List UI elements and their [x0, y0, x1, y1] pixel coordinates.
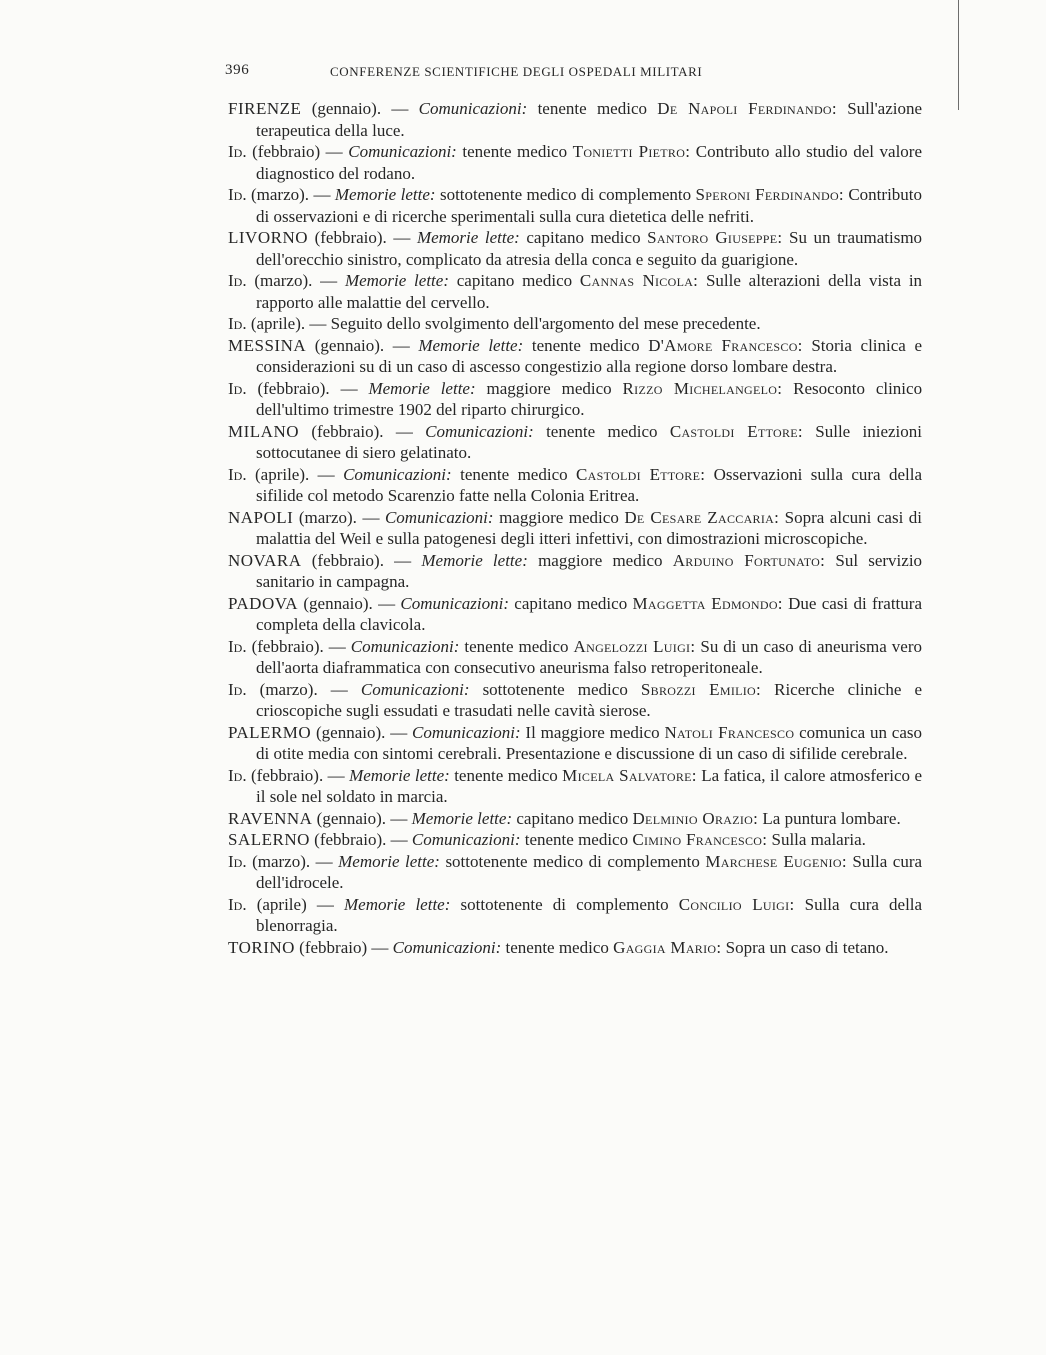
entry-kind: Comunicazioni: — [412, 722, 521, 742]
entry-rank: tenente medico — [464, 636, 569, 656]
entry — [228, 765, 922, 808]
entry-title: Seguito dello svolgimento dell'argomento del mese precedente. — [330, 314, 761, 333]
entry-place: Id. — [228, 851, 247, 871]
entry-rank: sottotenente medico — [482, 679, 628, 699]
entry-title: Ricerche cliniche e crioscopiche sugli essudati e trasudati nelle cavità sierose. — [256, 679, 923, 720]
entry-place: Id. — [228, 271, 247, 290]
entry-place: FIRENZE — [228, 99, 302, 118]
entry-title: Sulle alterazioni della vista in rapporto alle malattie del cervello. — [256, 271, 923, 312]
entry-kind: Memorie lette: — [411, 808, 513, 828]
entry — [228, 141, 922, 184]
entry-kind: Memorie lette: — [368, 378, 476, 398]
entry-title: Sull'azione terapeutica della luce. — [256, 99, 923, 140]
entry-separator: — — [394, 550, 412, 570]
entry-name: Marchese Eugenio: — [705, 851, 847, 871]
entry — [228, 722, 922, 765]
entry-title: Sul servizio sanitario in campagna. — [256, 550, 923, 591]
entry-date: (marzo). — [250, 185, 310, 204]
entry-place: Id. — [228, 185, 247, 204]
entry-kind: Memorie lette: — [349, 765, 450, 785]
running-title: CONFERENZE SCIENTIFICHE DEGLI OSPEDALI MILITARI — [330, 64, 703, 79]
entry — [228, 636, 922, 679]
entry-name: Santoro Giuseppe: — [647, 228, 783, 247]
entry-title: Storia clinica e considerazioni su di un caso di ascesso congestizio alla regione dorso lombare destra. — [256, 335, 922, 376]
entry-title: Su un traumatismo dell'orecchio sinistro, complicato da atresia della conca e seguito da guarigione. — [256, 228, 923, 269]
entry — [228, 507, 922, 550]
entry-kind: Comunicazioni: — [411, 830, 521, 849]
entry-name: Speroni Ferdinando: — [695, 185, 844, 204]
entry — [228, 227, 922, 270]
entry-rank: maggiore medico — [538, 550, 663, 570]
entry-name: Cannas Nicola: — [579, 271, 699, 290]
entry-separator: — — [315, 851, 333, 871]
entry-date: (marzo). — [298, 507, 357, 527]
entry-kind: Memorie lette: — [338, 851, 440, 871]
entry — [228, 593, 922, 636]
entry-place: Id. — [228, 765, 247, 785]
entry — [228, 313, 922, 335]
entry-place: NAPOLI — [228, 507, 294, 527]
entry-date: (febbraio). — [311, 421, 384, 441]
entry-date: (gennaio). — [311, 99, 382, 118]
entry-kind: Memorie lette: — [344, 271, 449, 290]
entry-title: comunica un caso di otite media con sintomi cerebrali. Presentazione e discussione di un caso di sifilide cerebrale. — [256, 722, 923, 763]
entry-title: Sulla cura della blenorragia. — [256, 894, 923, 935]
entry-place: Id. — [228, 464, 247, 484]
running-header — [225, 58, 925, 84]
entry-title: La fatica, il calore atmosferico e il sole nel soldato in marcia. — [256, 765, 922, 806]
entry-name: D'Amore Francesco: — [648, 335, 803, 355]
entry-title: Sopra un caso di tetano. — [725, 937, 889, 957]
entry-rank: capitano medico — [456, 271, 573, 290]
entry — [228, 184, 922, 227]
entry-date: (marzo). — [252, 851, 311, 871]
entry-rank: capitano medico — [516, 808, 629, 828]
entry-place: Id. — [228, 636, 247, 656]
entry-kind: Comunicazioni: — [418, 99, 528, 118]
entry — [228, 421, 922, 464]
entry — [228, 679, 922, 722]
entry-title: Sulle iniezioni sottocutanee di siero gelatinato. — [256, 421, 923, 462]
entry-date: (marzo). — [259, 679, 318, 699]
entry-name: Sbrozzi Emilio: — [640, 679, 762, 699]
entry-place: TORINO — [228, 937, 295, 957]
entry-name: Arduino Fortunato: — [672, 550, 826, 570]
entry-place: NOVARA — [228, 550, 302, 570]
entry-date: (gennaio). — [315, 722, 386, 742]
entry-title: Osservazioni sulla cura della sifilide col metodo Scarenzio fatte nella Colonia Eritrea. — [256, 464, 923, 505]
entry-separator: — — [390, 722, 408, 742]
entry-rank: tenente medico — [505, 937, 609, 957]
entry-date: (febbraio). — [251, 636, 324, 656]
entry-title: Sulla malaria. — [771, 830, 866, 849]
entry-name: Delminio Orazio: — [632, 808, 759, 828]
entry-name: Castoldi Ettore: — [576, 464, 706, 484]
entry-rank: tenente medico — [462, 142, 568, 161]
entry-name: Concilio Luigi: — [678, 894, 795, 914]
entry-place: Id. — [228, 378, 247, 398]
entry — [228, 464, 922, 507]
entry-rank: tenente medico — [460, 464, 568, 484]
entry-kind: Memorie lette: — [343, 894, 451, 914]
entry-separator: — — [392, 335, 410, 355]
entry-name: Rizzo Michelangelo: — [622, 378, 783, 398]
entry-date: (febbraio). — [311, 550, 384, 570]
entry-date: (febbraio). — [251, 765, 324, 785]
entry-separator: — — [393, 228, 411, 247]
entry-rank: sottotenente medico di complemento — [445, 851, 700, 871]
entry-separator: — — [328, 636, 346, 656]
entry-date: (febbraio). — [257, 378, 330, 398]
entry-kind: Memorie lette: — [418, 335, 524, 355]
entry-date: (febbraio) — [299, 937, 368, 957]
entry-rank: Il maggiore medico — [525, 722, 660, 742]
entry — [228, 378, 922, 421]
entry-rank: tenente medico — [546, 421, 658, 441]
entry-separator: — — [371, 937, 389, 957]
entry-name: Micela Salvatore: — [562, 765, 697, 785]
entry-place: MILANO — [228, 421, 299, 441]
entry-kind: Comunicazioni: — [360, 679, 470, 699]
entry-kind: Comunicazioni: — [384, 507, 494, 527]
entry-separator: — — [330, 679, 348, 699]
entry-rank: maggiore medico — [486, 378, 612, 398]
entry-title: La puntura lombare. — [762, 808, 901, 828]
entry-title: Sulla cura dell'idrocele. — [256, 851, 923, 892]
entry — [228, 829, 922, 851]
entry-title: Sopra alcuni casi di malattia del Weil e sulla patogenesi degli itteri infettivi, con dimostrazioni microscopiche. — [256, 507, 923, 548]
entry-rank: sottotenente medico di complemento — [439, 185, 692, 204]
entry-name: Angelozzi Luigi: — [573, 636, 696, 656]
entry-separator: — — [390, 830, 408, 849]
entry-date: (febbraio). — [314, 228, 387, 247]
entry-kind: Memorie lette: — [334, 185, 436, 204]
entry-name: Maggetta Edmondo: — [632, 593, 783, 613]
entry-date: (febbraio). — [314, 830, 387, 849]
entry-place: Id. — [228, 142, 247, 161]
entry-name: De Cesare Zaccaria: — [624, 507, 780, 527]
entry-place: PALERMO — [228, 722, 312, 742]
entry-date: (gennaio). — [314, 335, 385, 355]
entry-name: Cimino Francesco: — [632, 830, 768, 849]
entry-rank: tenente medico — [537, 99, 647, 118]
entry-separator: — — [327, 765, 345, 785]
entry-place: LIVORNO — [228, 228, 308, 247]
entry-name: Gaggia Mario: — [613, 937, 722, 957]
entry-date: (marzo). — [254, 271, 313, 290]
entry-place: MESSINA — [228, 335, 307, 355]
entry — [228, 550, 922, 593]
entry-rank: sottotenente di complemento — [460, 894, 669, 914]
entry-separator: — — [317, 464, 335, 484]
entry-kind: Comunicazioni: — [400, 593, 509, 613]
entry-separator: — — [395, 421, 413, 441]
entry-place: SALERNO — [228, 830, 310, 849]
entry-separator: — — [316, 894, 334, 914]
entry-rank: tenente medico — [524, 830, 629, 849]
entry-kind: Comunicazioni: — [348, 142, 457, 161]
entry-date: (aprile). — [250, 314, 306, 333]
entry — [228, 98, 922, 141]
entry — [228, 270, 922, 313]
entry-separator: — — [362, 507, 380, 527]
entry-separator: — — [325, 142, 343, 161]
entry-name: De Napoli Ferdinando: — [657, 99, 837, 118]
entry-separator: — — [378, 593, 396, 613]
entry-place: Id. — [228, 679, 247, 699]
entry-separator: — — [309, 314, 327, 333]
entry-date: (aprile). — [254, 464, 310, 484]
entry — [228, 808, 922, 830]
entry-title: Resoconto clinico dell'ultimo trimestre 1902 del riparto chirurgico. — [256, 378, 923, 419]
page-number: 396 — [225, 62, 250, 78]
entry — [228, 851, 922, 894]
entry-rank: capitano medico — [514, 593, 628, 613]
entry-rank: tenente medico — [454, 765, 558, 785]
entry-date: (gennaio). — [303, 593, 373, 613]
entry-title: Contributo di osservazioni e di ricerche sperimentali sulla cura dietetica delle nefriti. — [256, 185, 923, 226]
entry-date: (febbraio) — [252, 142, 321, 161]
entry-rank: tenente medico — [531, 335, 640, 355]
entries-list — [228, 98, 922, 958]
entry — [228, 335, 922, 378]
entry-name: Castoldi Ettore: — [669, 421, 803, 441]
entry-kind: Comunicazioni: — [343, 464, 452, 484]
entry-place: RAVENNA — [228, 808, 313, 828]
entry-kind: Memorie lette: — [421, 550, 528, 570]
entry-kind: Comunicazioni: — [350, 636, 460, 656]
entry-rank: capitano medico — [526, 228, 641, 247]
entry-kind: Memorie lette: — [416, 228, 520, 247]
entry-name: Natoli Francesco — [664, 722, 795, 742]
entry-separator: — — [391, 99, 409, 118]
entry-kind: Comunicazioni: — [425, 421, 534, 441]
entry-title: Contributo allo studio del valore diagnostico del rodano. — [256, 142, 923, 183]
entry-separator: — — [313, 185, 331, 204]
entry-separator: — — [340, 378, 358, 398]
entry-date: (gennaio). — [316, 808, 387, 828]
entry-name: Tonietti Pietro: — [572, 142, 691, 161]
entry-date: (aprile) — [256, 894, 307, 914]
entry-separator: — — [320, 271, 338, 290]
entry-kind: Comunicazioni: — [392, 937, 502, 957]
entry-place: Id. — [228, 314, 247, 333]
entry-rank: maggiore medico — [499, 507, 619, 527]
scan-edge-line — [958, 0, 959, 110]
entry-separator: — — [390, 808, 408, 828]
entry-place: PADOVA — [228, 593, 299, 613]
entry-title: Due casi di frattura completa della clavicola. — [256, 593, 922, 634]
entry — [228, 937, 922, 959]
entry-title: Su di un caso di aneurisma vero dell'aorta diaframmatica con consecutivo aneurisma falso retroperitoneale. — [256, 636, 923, 677]
entry — [228, 894, 922, 937]
entry-place: Id. — [228, 894, 247, 914]
